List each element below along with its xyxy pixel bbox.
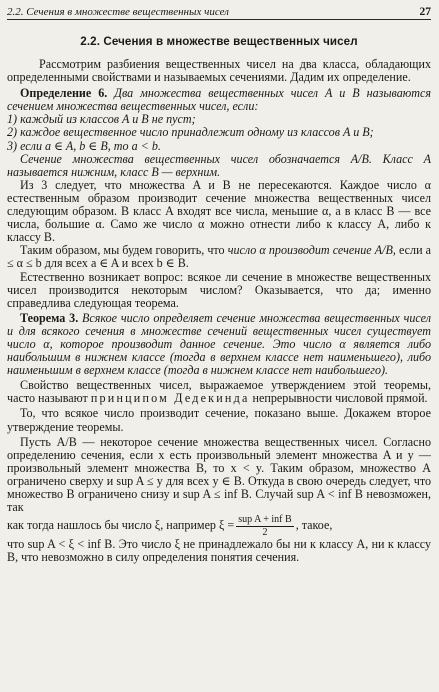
produce-text-a: Таким образом, мы будем говорить, что — [20, 243, 225, 258]
running-header — [7, 6, 431, 20]
produce-text-b: если a ≤ α ≤ b для всех a ∈ A и всех b ∈ B. — [7, 243, 432, 271]
disjoint-paragraph: Из 3 следует, что множества A и B не пересекаются. Каждое число α естественным образом производит сечение множества вещественных чисел следующим образом. В класс A входят все числа, меньшие α, а в класс B — все числа, большие α. Само же число α можно отнести либо к классу A, либо к классу B. — [7, 177, 431, 245]
proof-paragraph: Пусть A/B — некоторое сечение множества вещественных чисел. Согласно определению сечения, если x есть произвольный элемент множества A и y — произвольный элемент множества B, то x < y. Таким образом, множество A ограничено сверху и sup A ≤ y для всех y ∈ B. Откуда в свою очередь следует, что множество B ограничено снизу и sup A ≤ inf B. Случай sup A < inf B невозможен, так — [7, 434, 431, 515]
proof-tail: что sup A < ξ < inf B. Это число ξ не принадлежало бы ни к классу A, ни к классу B, что невозможно в силу определения понятия сечения. — [7, 536, 431, 564]
definition-item-2: 2) каждое вещественное число принадлежит одному из классов A и B; — [7, 125, 374, 140]
section-title: 2.2. Сечения в множестве вещественных чисел — [80, 35, 358, 48]
definition-item-1: 1) каждый из классов A и B не пуст; — [7, 112, 196, 127]
theorem-label: Теорема 3. — [20, 310, 79, 325]
running-header-title: 2.2. Сечения в множестве вещественных чисел — [7, 6, 229, 18]
definition-label: Определение 6. — [20, 86, 108, 101]
dedekind-text-b: непрерывности числовой прямой. — [252, 391, 428, 406]
definition-paragraph — [7, 87, 431, 113]
fraction — [236, 515, 293, 538]
definition-item-3: 3) если a ∈ A, b ∈ B, то a < b. — [7, 138, 161, 153]
fraction-denominator: 2 — [262, 526, 268, 538]
fraction-numerator: sup A + inf B — [238, 513, 292, 525]
definition-text: Два множества вещественных чисел A и B называются сечением множества вещественных чисел, если: — [7, 86, 431, 114]
proof-line-a: как тогда нашлось бы число ξ, например ξ = — [7, 518, 235, 533]
dedekind-principle: принципом Дедекинда — [90, 391, 250, 406]
produce-paragraph — [7, 244, 431, 270]
shown-paragraph: То, что всякое число производит сечение, показано выше. Докажем второе утверждение теоремы. — [7, 406, 431, 434]
dedekind-paragraph — [7, 379, 431, 405]
produce-italic: число α производит сечение A/B, — [227, 243, 396, 258]
proof-line-b: , такое, — [295, 518, 333, 533]
page-number: 27 — [419, 6, 431, 18]
notation-paragraph: Сечение множества вещественных чисел обозначается A/B. Класс A называется нижним, класс B — верхним. — [7, 151, 431, 179]
dedekind-text-a: Свойство вещественных чисел, выражаемое утверждением этой теоремы, часто называют — [7, 378, 431, 406]
theorem-paragraph — [7, 312, 431, 377]
proof-formula-line — [7, 514, 431, 538]
intro-paragraph: Рассмотрим разбиения вещественных чисел на два класса, обладающих определенными свойствами и называемых сечениями. Дадим их определение. — [7, 57, 431, 85]
question-paragraph: Естественно возникает вопрос: всякое ли сечение в множестве вещественных чисел производится некоторым числом? Оказывается, что да; именно справедлива следующая теорема. — [7, 269, 431, 310]
theorem-text: Всякое число определяет сечение множества вещественных чисел и для всякого сечения в множестве сечений вещественных чисел существует число α, которое производит данное сечение. Это число α является либо наибольшим в нижнем классе (тогда в верхнем классе нет наименьшего), либо наименьшим в верхнем классе (тогда в нижнем классе нет наибольшего). — [7, 310, 431, 378]
